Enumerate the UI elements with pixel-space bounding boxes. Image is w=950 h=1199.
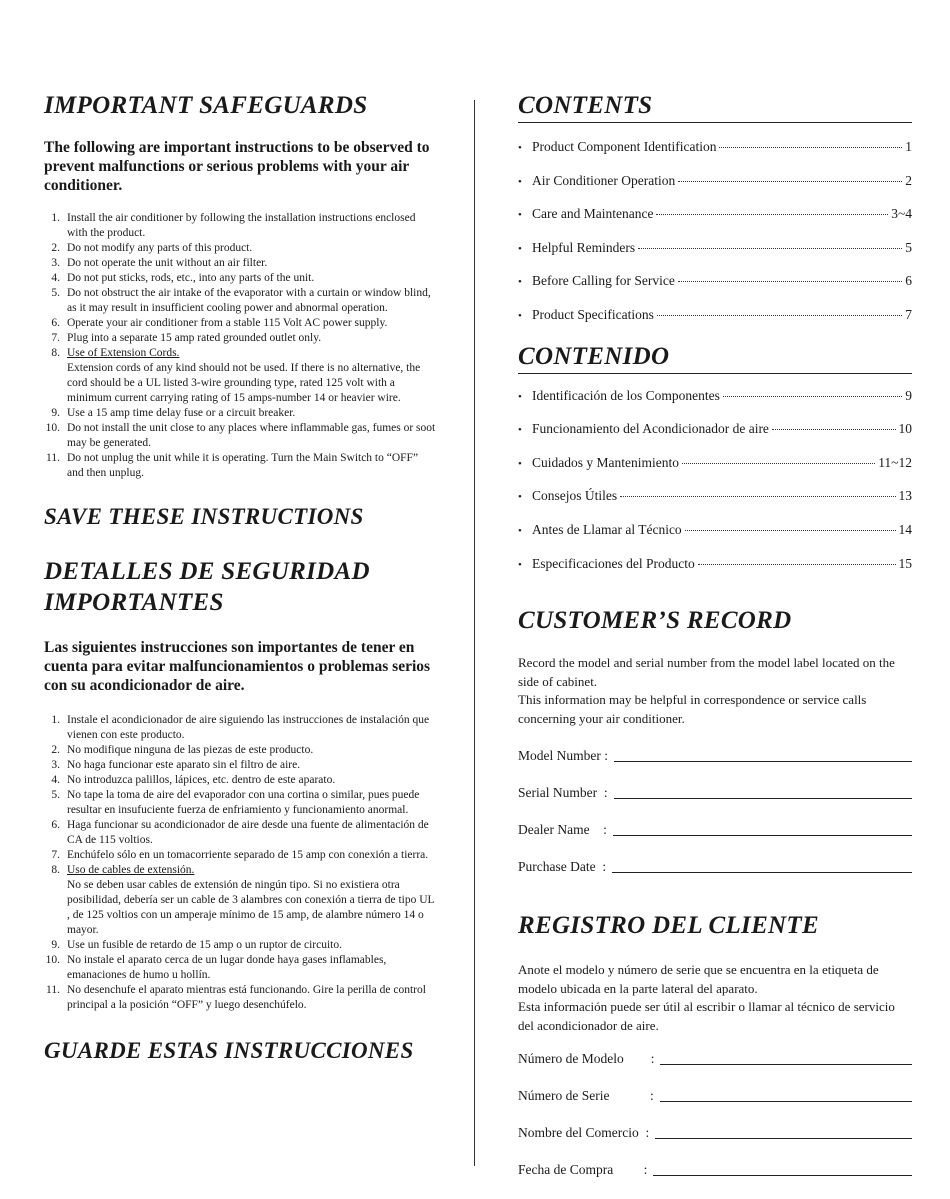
- toc-leader-dots: [685, 530, 896, 531]
- list-item: [44, 788, 436, 818]
- item-text: Extension cords of any kind should not be used. If there is no alternative, the cord should be a UL listed 3-wire grounding type, rated 125 volt with a minimum current carrying rating of 15 amps-number 14 or heavier wire.: [67, 362, 421, 404]
- item-number: 5.: [51, 789, 60, 801]
- item-text: No se deben usar cables de extensión de ningún tipo. Si no existiera otra posibilidad, debería ser un cable de 3 alambres con conexión a tierra de tipo UL , de 125 voltios con un amperaje mínimo de 15 amp, de alambre número 14 o mayor.: [67, 879, 435, 936]
- list-item: [44, 316, 436, 331]
- item-heading: Uso de cables de extensión.: [67, 864, 195, 876]
- bullet-icon: •: [518, 491, 522, 504]
- toc-page-number: 2: [905, 172, 912, 188]
- item-text: No modifique ninguna de las piezas de este producto.: [67, 744, 314, 756]
- list-item: [44, 346, 436, 406]
- item-text: Install the air conditioner by following the installation instructions enclosed with the product.: [67, 212, 416, 239]
- item-number: 8.: [51, 864, 60, 876]
- bullet-icon: •: [518, 424, 522, 437]
- toc-label: Cuidados y Mantenimiento: [532, 454, 679, 470]
- guarde-instructions-heading: GUARDE ESTAS INSTRUCCIONES: [44, 1038, 414, 1063]
- record-field-label: Fecha de Compra :: [518, 1162, 648, 1178]
- list-item: [44, 818, 436, 848]
- item-number: 3.: [51, 257, 60, 269]
- toc-entry: [518, 307, 912, 341]
- item-text: Do not install the unit close to any places where inflammable gas, fumes or soot may be generated.: [67, 422, 436, 449]
- toc-leader-dots: [620, 496, 895, 497]
- record-field-label: Purchase Date :: [518, 859, 607, 875]
- toc-page-number: 1: [905, 139, 912, 154]
- toc-page-number: 6: [905, 273, 912, 289]
- toc-entry: [518, 273, 912, 307]
- safeguards-intro: The following are important instructions to be observed to prevent malfunctions or serious problems with your air conditioner.: [44, 139, 430, 194]
- item-number: 10.: [45, 422, 60, 434]
- list-item: [44, 286, 436, 316]
- record-para-2: This information may be helpful in correspondence or service calls concerning your air conditioner.: [518, 692, 867, 726]
- item-text: No desenchufe el aparato mientras está funcionando. Gire la perilla de control principal a la posición “OFF” y luego desenchúfelo.: [67, 984, 426, 1011]
- list-item: [44, 256, 436, 271]
- toc-page-number: 7: [905, 306, 912, 322]
- list-item: [44, 451, 436, 481]
- item-text: Use un fusible de retardo de 15 amp o un ruptor de circuito.: [67, 939, 342, 951]
- toc-leader-dots: [723, 396, 902, 397]
- toc-label: Product Component Identification: [532, 139, 717, 154]
- list-item: [44, 406, 436, 421]
- list-item: [44, 271, 436, 286]
- item-number: 1.: [51, 212, 60, 224]
- item-text: No tape la toma de aire del evaporador con una cortina o similar, pues puede resultar en insufuciente fuerza de enfriamiento y funcionamiento anormal.: [67, 789, 420, 816]
- item-number: 7.: [51, 849, 60, 861]
- toc-page-number: 13: [898, 488, 912, 504]
- record-field-row: [518, 785, 912, 822]
- toc-entry: [518, 388, 912, 422]
- toc-leader-dots: [638, 248, 902, 249]
- item-text: Do not obstruct the air intake of the evaporator with a curtain or window blind, as it may result in insufficient cooling power and abnormal operation.: [67, 287, 431, 314]
- toc-label: Care and Maintenance: [532, 206, 654, 222]
- item-number: 11.: [46, 984, 60, 996]
- record-para-1: Record the model and serial number from the model label located on the side of cabinet.: [518, 655, 895, 689]
- toc-leader-dots: [682, 463, 875, 464]
- record-field-blank-line: [660, 1064, 912, 1065]
- record-field-row: [518, 748, 912, 785]
- toc-label: Product Specifications: [532, 306, 654, 322]
- bullet-icon: •: [518, 309, 522, 322]
- item-number: 3.: [51, 759, 60, 771]
- list-item: [44, 743, 436, 758]
- registro-para-2: Esta información puede ser útil al escribir o llamar al técnico de servicio del acondicionador de aire.: [518, 999, 895, 1033]
- item-number: 4.: [51, 774, 60, 786]
- record-field-blank-line: [614, 761, 912, 762]
- list-item: [44, 331, 436, 346]
- toc-label: Consejos Útiles: [532, 488, 618, 504]
- item-number: 9.: [51, 939, 60, 951]
- toc-label: Helpful Reminders: [532, 239, 636, 255]
- toc-label: Identificación de los Componentes: [532, 387, 720, 403]
- registro-fields: [518, 1051, 912, 1199]
- record-field-row: [518, 822, 912, 859]
- toc-page-number: 5: [905, 239, 912, 255]
- list-item: [44, 713, 436, 743]
- record-field-label: Serial Number :: [518, 785, 608, 801]
- record-field-blank-line: [614, 798, 912, 799]
- toc-label: Especificaciones del Producto: [532, 555, 695, 571]
- safeguards-list: [44, 211, 436, 481]
- bullet-icon: •: [518, 524, 522, 537]
- toc-entry: [518, 421, 912, 455]
- item-number: 1.: [51, 714, 60, 726]
- list-item: [44, 953, 436, 983]
- column-divider: [474, 100, 475, 1166]
- toc-entry: [518, 206, 912, 240]
- toc-leader-dots: [719, 147, 902, 148]
- toc-page-number: 11~12: [878, 454, 912, 470]
- toc-leader-dots: [656, 214, 888, 215]
- record-field-blank-line: [612, 872, 912, 873]
- save-instructions-heading: SAVE THESE INSTRUCTIONS: [44, 504, 364, 529]
- toc-entry: [518, 173, 912, 207]
- list-item: [44, 211, 436, 241]
- toc-leader-dots: [678, 181, 902, 182]
- detalles-title-line2: IMPORTANTES: [44, 589, 224, 616]
- record-field-label: Número de Serie :: [518, 1088, 654, 1104]
- detalles-list: [44, 713, 436, 1013]
- toc-leader-dots: [772, 429, 896, 430]
- item-number: 10.: [45, 954, 60, 966]
- list-item: [44, 758, 436, 773]
- item-text: Do not put sticks, rods, etc., into any parts of the unit.: [67, 272, 315, 284]
- list-item: [44, 848, 436, 863]
- toc-page-number: 14: [898, 521, 912, 537]
- bullet-icon: •: [518, 390, 522, 403]
- item-text: Do not modify any parts of this product.: [67, 242, 253, 254]
- record-field-row: [518, 1088, 912, 1125]
- record-field-label: Nombre del Comercio :: [518, 1125, 650, 1141]
- bullet-icon: •: [518, 175, 522, 188]
- item-number: 2.: [51, 744, 60, 756]
- toc-leader-dots: [698, 564, 896, 565]
- bullet-icon: •: [518, 276, 522, 289]
- item-heading: Use of Extension Cords.: [67, 347, 180, 359]
- detalles-intro: Las siguientes instrucciones son importantes de tener en cuenta para evitar malfuncionamientos o problemas serios con su acondicionador de aire.: [44, 639, 431, 694]
- list-item: [44, 983, 436, 1013]
- safeguards-title: IMPORTANT SAFEGUARDS: [44, 92, 368, 119]
- toc-label: Air Conditioner Operation: [532, 172, 676, 188]
- list-item: [44, 421, 436, 451]
- record-field-row: [518, 859, 912, 896]
- right-column: [518, 90, 912, 1199]
- item-number: 9.: [51, 407, 60, 419]
- toc-label: Before Calling for Service: [532, 273, 675, 289]
- item-text: Do not operate the unit without an air filter.: [67, 257, 268, 269]
- toc-page-number: 9: [905, 387, 912, 403]
- bullet-icon: •: [518, 242, 522, 255]
- toc-page-number: 10: [898, 421, 912, 437]
- toc-page-number: 3~4: [891, 206, 912, 222]
- item-text: No introduzca palillos, lápices, etc. dentro de este aparato.: [67, 774, 336, 786]
- toc-entry: [518, 139, 912, 173]
- list-item: [44, 773, 436, 788]
- list-item: [44, 863, 436, 938]
- record-field-row: [518, 1125, 912, 1162]
- record-field-label: Número de Modelo :: [518, 1051, 655, 1067]
- toc-leader-dots: [657, 315, 902, 316]
- contenido-list: [518, 388, 912, 590]
- toc-label: Antes de Llamar al Técnico: [532, 521, 682, 537]
- item-text: No instale el aparato cerca de un lugar donde haya gases inflamables, emanaciones de humo u hollín.: [67, 954, 387, 981]
- list-item: [44, 241, 436, 256]
- toc-entry: [518, 240, 912, 274]
- record-field-row: [518, 1162, 912, 1199]
- record-field-row: [518, 1051, 912, 1088]
- contenido-title: CONTENIDO: [518, 341, 912, 374]
- item-text: No haga funcionar este aparato sin el filtro de aire.: [67, 759, 301, 771]
- record-field-blank-line: [655, 1138, 912, 1139]
- item-text: Instale el acondicionador de aire siguiendo las instrucciones de instalación que vienen con este producto.: [67, 714, 430, 741]
- item-number: 11.: [46, 452, 60, 464]
- toc-leader-dots: [678, 281, 902, 282]
- item-number: 5.: [51, 287, 60, 299]
- toc-entry: [518, 556, 912, 590]
- toc-label: Funcionamiento del Acondicionador de aire: [532, 421, 769, 437]
- item-text: Do not unplug the unit while it is operating. Turn the Main Switch to “OFF” and then unplug.: [67, 452, 419, 479]
- toc-entry: [518, 488, 912, 522]
- item-number: 4.: [51, 272, 60, 284]
- toc-entry: [518, 522, 912, 556]
- item-text: Enchúfelo sólo en un tomacorriente separado de 15 amp con conexión a tierra.: [67, 849, 429, 861]
- registro-title: REGISTRO DEL CLIENTE: [518, 912, 819, 940]
- customer-record-title: CUSTOMER’S RECORD: [518, 607, 792, 635]
- record-field-blank-line: [653, 1175, 912, 1176]
- bullet-icon: •: [518, 142, 522, 154]
- item-number: 7.: [51, 332, 60, 344]
- item-number: 2.: [51, 242, 60, 254]
- contents-title: CONTENTS: [518, 90, 912, 123]
- registro-para-1: Anote el modelo y número de serie que se encuentra en la etiqueta de modelo ubicada en la parte lateral del aparato.: [518, 962, 879, 996]
- contents-list: [518, 139, 912, 341]
- item-number: 6.: [51, 317, 60, 329]
- item-number: 8.: [51, 347, 60, 359]
- item-text: Operate your air conditioner from a stable 115 Volt AC power supply.: [67, 317, 388, 329]
- list-item: [44, 938, 436, 953]
- detalles-title-line1: DETALLES DE SEGURIDAD: [44, 558, 370, 585]
- item-text: Use a 15 amp time delay fuse or a circuit breaker.: [67, 407, 296, 419]
- record-field-blank-line: [613, 835, 912, 836]
- item-text: Haga funcionar su acondicionador de aire desde una fuente de alimentación de CA de 115 voltios.: [67, 819, 429, 846]
- item-number: 6.: [51, 819, 60, 831]
- bullet-icon: •: [518, 457, 522, 470]
- record-fields: [518, 748, 912, 896]
- record-field-label: Model Number :: [518, 748, 608, 764]
- left-column: [44, 90, 436, 1066]
- toc-entry: [518, 455, 912, 489]
- record-field-blank-line: [660, 1101, 912, 1102]
- bullet-icon: •: [518, 209, 522, 222]
- item-text: Plug into a separate 15 amp rated grounded outlet only.: [67, 332, 322, 344]
- record-field-label: Dealer Name :: [518, 822, 607, 838]
- bullet-icon: •: [518, 558, 522, 571]
- toc-page-number: 15: [898, 555, 912, 571]
